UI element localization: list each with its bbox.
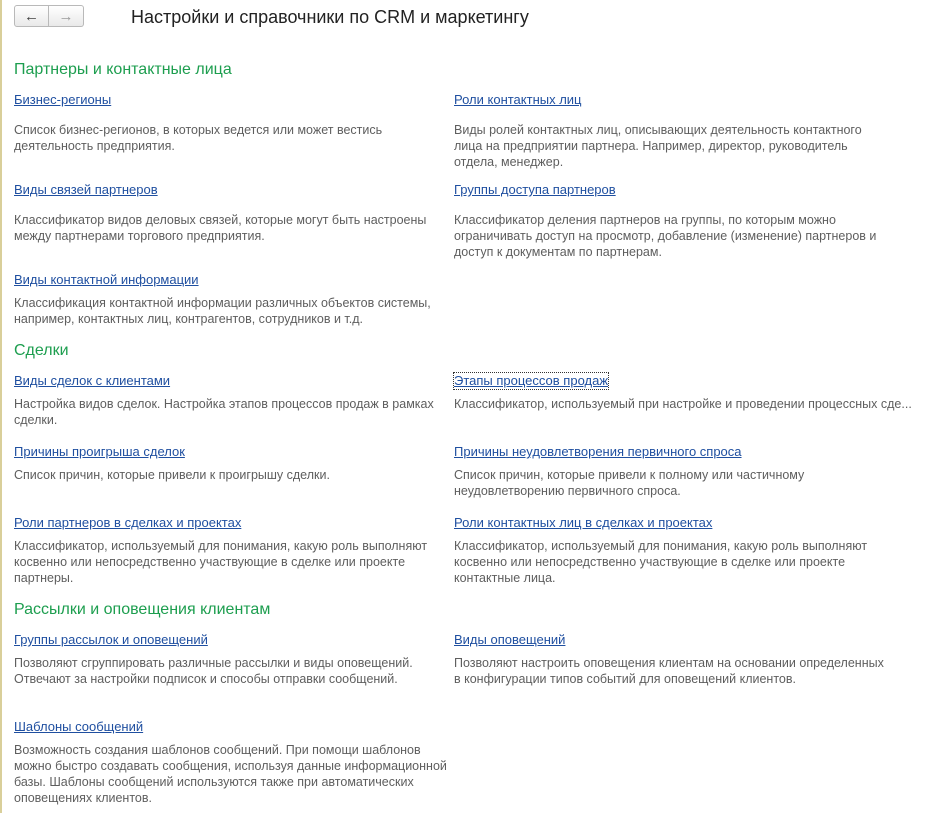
item-description: Возможность создания шаблонов сообщений. При помощи шаблонов можно быстро создавать сообщения, используя данные информационной базы. Шаблоны сообщений используются также при автоматических оповещениях клиентов. xyxy=(14,743,447,805)
item-description: Список причин, которые привели к полному или частичному неудовлетворению первичного спроса. xyxy=(454,468,805,498)
window-left-border xyxy=(0,0,2,813)
navigation-toolbar xyxy=(14,5,84,27)
link-mailing-groups[interactable]: Группы рассылок и оповещений xyxy=(14,632,208,647)
link-demand-unsatisfied-reasons[interactable]: Причины неудовлетворения первичного спроса xyxy=(454,444,742,459)
link-partner-relation-types[interactable]: Виды связей партнеров xyxy=(14,182,158,197)
item-description: Виды ролей контактных лиц, описывающих деятельность контактного лица на предприятии партнера. Например, директор, руководитель отдела, менеджер. xyxy=(454,123,862,169)
list-item xyxy=(14,718,449,806)
list-item xyxy=(454,181,889,260)
list-item xyxy=(454,514,889,586)
back-button[interactable] xyxy=(14,5,49,27)
link-deal-loss-reasons[interactable]: Причины проигрыша сделок xyxy=(14,444,185,459)
arrow-left-icon: ← xyxy=(24,7,39,25)
section-title-mailings: Рассылки и оповещения клиентам xyxy=(14,601,271,618)
section-title-partners: Партнеры и контактные лица xyxy=(14,61,232,78)
list-item xyxy=(14,181,449,244)
list-item xyxy=(14,443,449,483)
forward-button[interactable] xyxy=(49,5,84,27)
page-title: Настройки и справочники по CRM и маркетингу xyxy=(131,7,529,27)
list-item xyxy=(14,372,449,428)
list-item xyxy=(14,514,449,586)
link-partner-access-groups[interactable]: Группы доступа партнеров xyxy=(454,182,616,197)
link-notification-types[interactable]: Виды оповещений xyxy=(454,632,566,647)
list-item xyxy=(454,372,912,412)
list-item xyxy=(14,631,449,687)
list-item xyxy=(14,271,449,327)
item-description: Классификация контактной информации различных объектов системы, например, контактных лиц, контрагентов, сотрудников и т.д. xyxy=(14,296,431,326)
list-item xyxy=(454,91,889,170)
arrow-right-icon: → xyxy=(58,7,74,25)
item-description: Список причин, которые привели к проигрышу сделки. xyxy=(14,468,330,482)
item-description: Классификатор, используемый для понимания, какую роль выполняют косвенно или непосредственно участвующие в сделке или проекте партнеры. xyxy=(14,539,428,585)
link-contact-roles-in-deals[interactable]: Роли контактных лиц в сделках и проектах xyxy=(454,515,713,530)
link-partner-roles-in-deals[interactable]: Роли партнеров в сделках и проектах xyxy=(14,515,242,530)
item-description: Позволяют сгруппировать различные рассылки и виды оповещений. Отвечают за настройки подписок и способы отправки сообщений. xyxy=(14,656,413,686)
link-business-regions[interactable]: Бизнес-регионы xyxy=(14,92,112,107)
link-message-templates[interactable]: Шаблоны сообщений xyxy=(14,719,144,734)
item-description: Классификатор видов деловых связей, которые могут быть настроены между партнерами торгового предприятия. xyxy=(14,213,427,243)
section-title-deals: Сделки xyxy=(14,342,69,359)
item-description: Настройка видов сделок. Настройка этапов процессов продаж в рамках сделки. xyxy=(14,397,434,427)
item-description: Позволяют настроить оповещения клиентам на основании определенных в конфигурации типов событий для оповещений клиентов. xyxy=(454,656,884,686)
item-description: Классификатор, используемый для понимания, какую роль выполняют косвенно или непосредственно участвующие в сделке или проекте контактные лица. xyxy=(454,539,868,585)
item-description: Список бизнес-регионов, в которых ведется или может вестись деятельность предприятия. xyxy=(14,123,383,153)
link-contact-info-types[interactable]: Виды контактной информации xyxy=(14,272,199,287)
list-item xyxy=(454,443,889,499)
item-description: Классификатор, используемый при настройке и проведении процессных сде... xyxy=(454,397,912,411)
item-description: Классификатор деления партнеров на группы, по которым можно ограничивать доступ на просмотр, добавление (изменение) партнеров и доступ к документам по партнерам. xyxy=(454,213,877,259)
link-deal-types[interactable]: Виды сделок с клиентами xyxy=(14,373,171,388)
list-item xyxy=(454,631,889,687)
link-contact-roles[interactable]: Роли контактных лиц xyxy=(454,92,582,107)
link-sales-process-stages[interactable]: Этапы процессов продаж xyxy=(454,373,609,388)
list-item xyxy=(14,91,449,154)
